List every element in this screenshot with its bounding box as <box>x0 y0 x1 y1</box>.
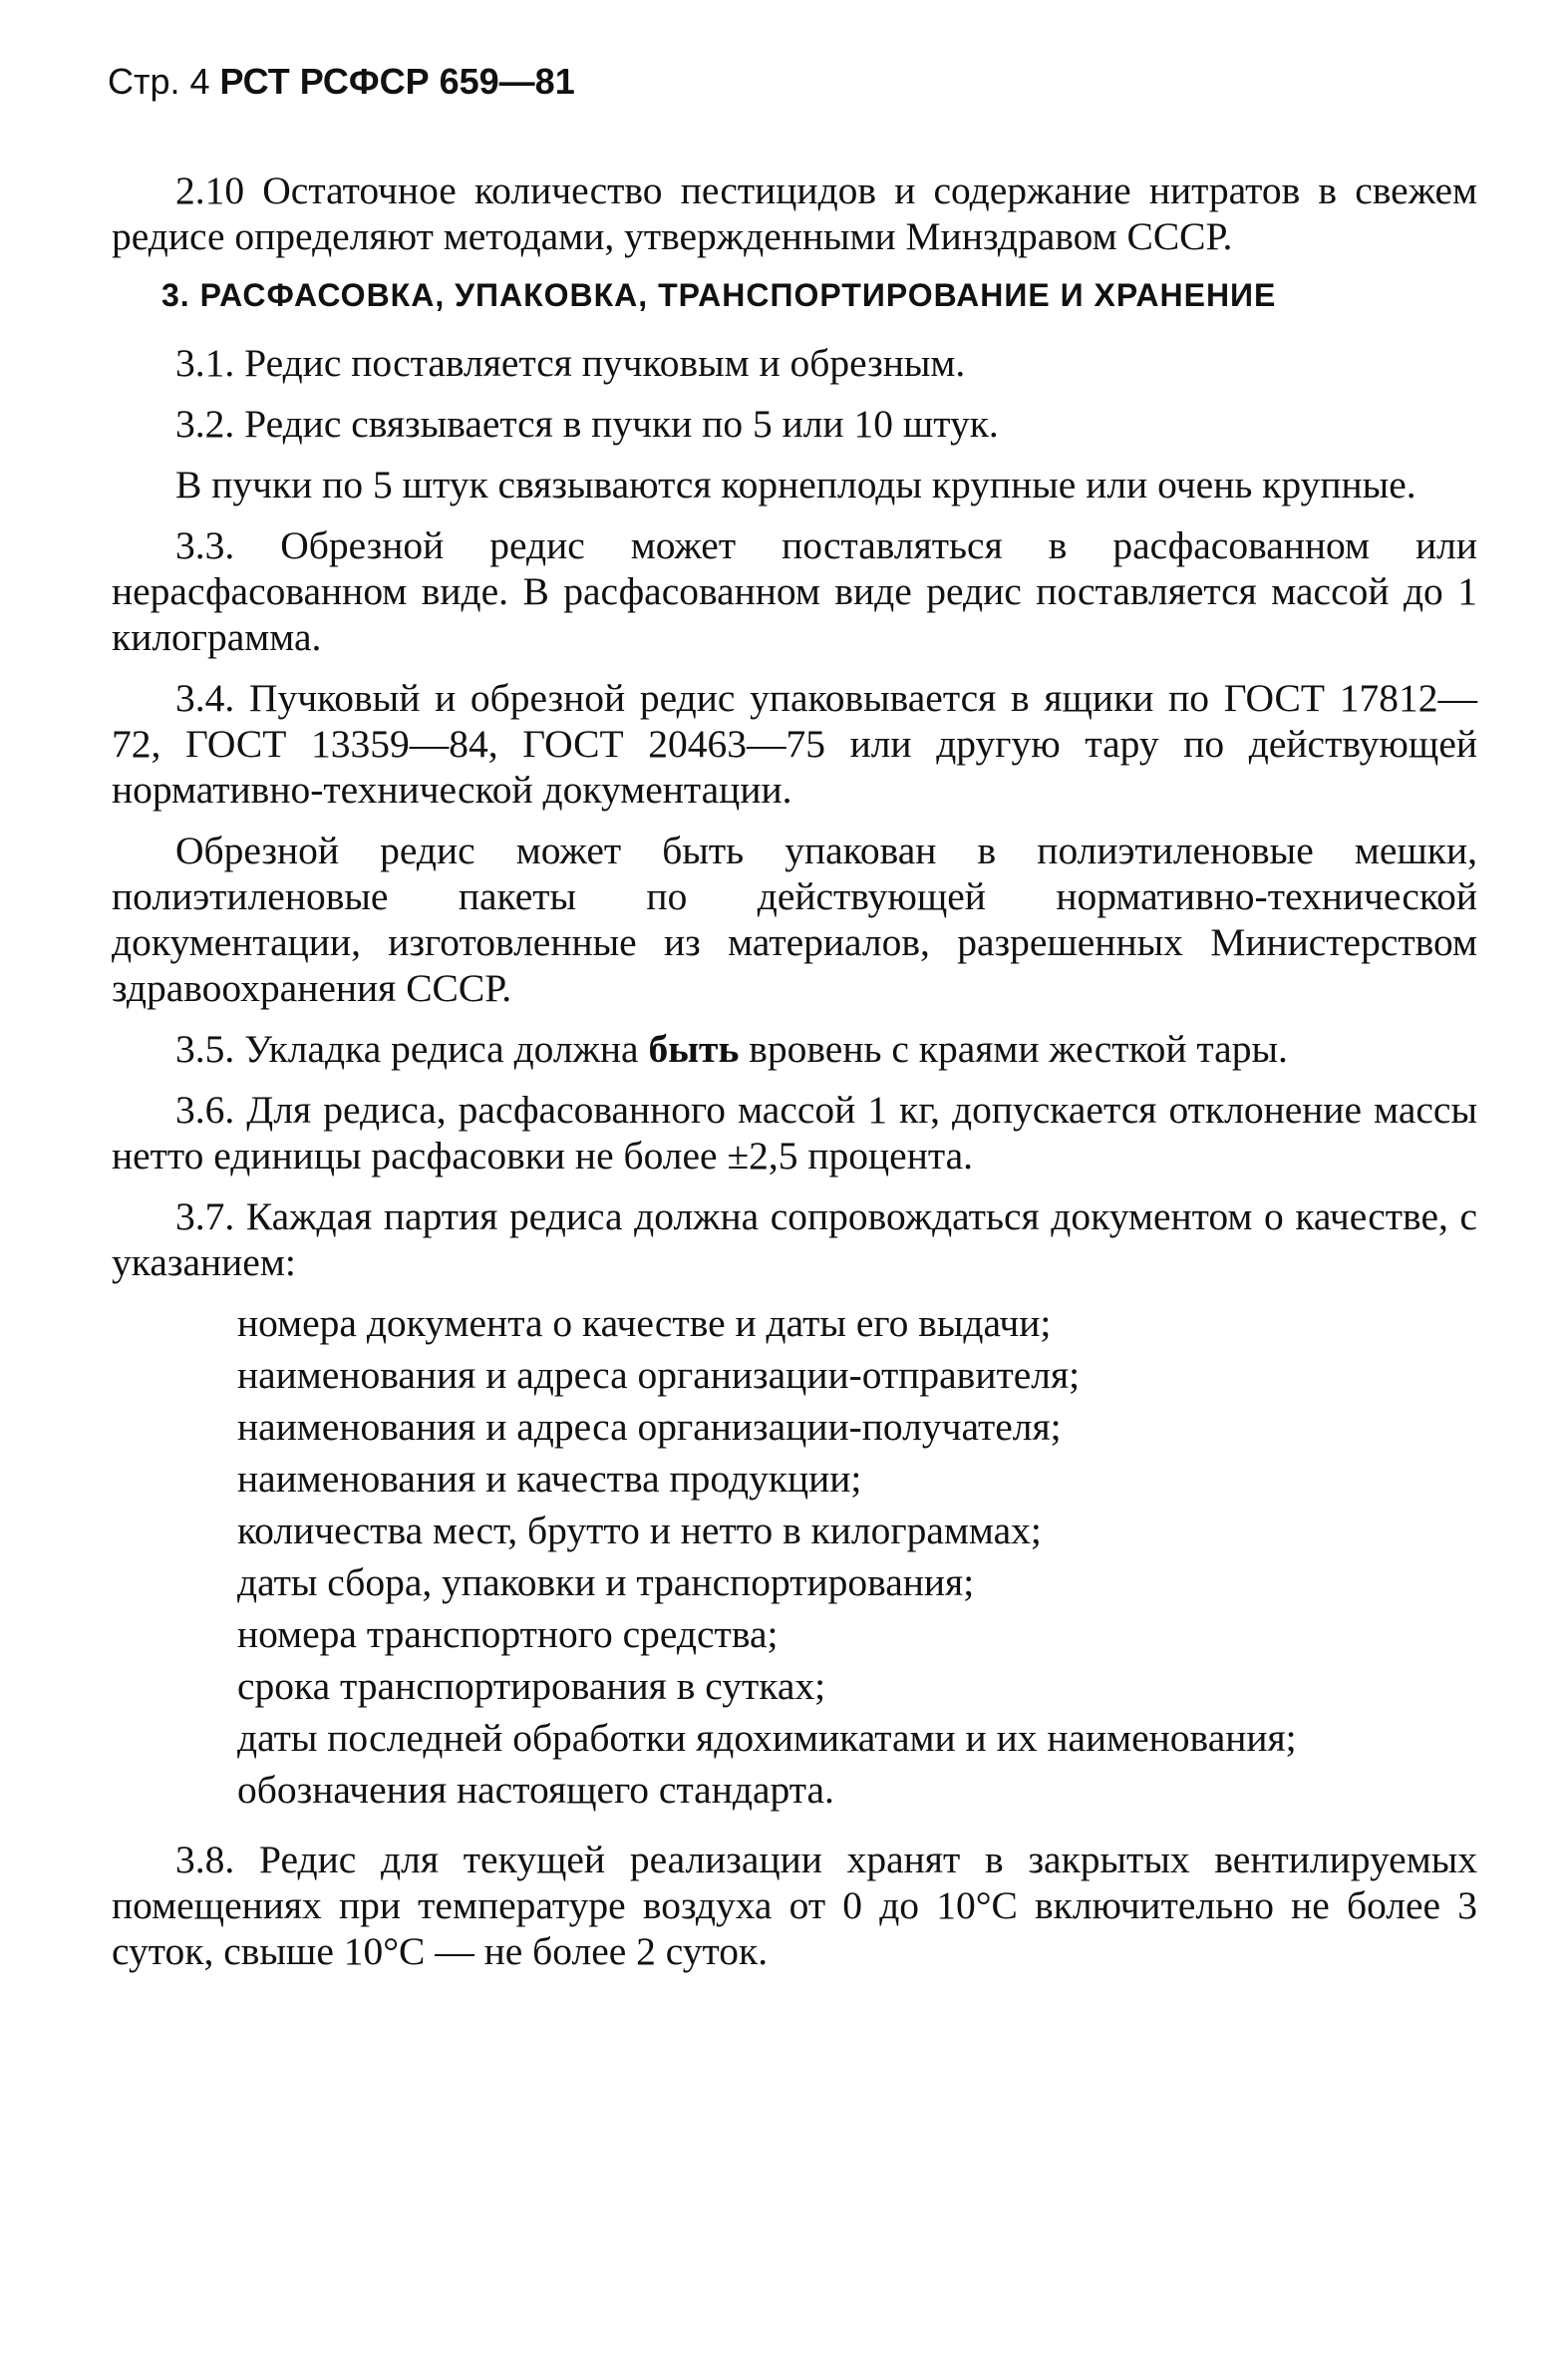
list-item: наименования и адреса организации-отправителя; <box>237 1353 1081 1397</box>
page-header <box>108 60 575 104</box>
paragraph-3-5-start: 3.5. Укладка редиса должна <box>175 1027 649 1071</box>
paragraph-2-10: 2.10 Остаточное количество пестицидов и содержание нитратов в свежем редисе определяют методами, утвержденными Минздравом СССР. <box>112 168 1477 258</box>
paragraph-3-4: 3.4. Пучковый и обрезной редис упаковывается в ящики по ГОСТ 17812—72, ГОСТ 13359—84, ГОСТ 20463—75 или другую тару по действующей нормативно-технической документации. <box>112 676 1477 812</box>
paragraph-3-7: 3.7. Каждая партия редиса должна сопровождаться документом о качестве, с указанием: <box>112 1194 1477 1284</box>
list-item: даты последней обработки ядохимикатами и их наименования; <box>237 1716 1297 1760</box>
list-item: даты сбора, упаковки и транспортирования; <box>237 1560 975 1604</box>
paragraph-3-3: 3.3. Обрезной редис может поставляться в расфасованном или нерасфасованном виде. В расфасованном виде редис поставляется массой до 1 килограмма. <box>112 523 1477 659</box>
paragraph-3-8: 3.8. Редис для текущей реализации хранят в закрытых вентилируемых помещениях при температуре воздуха от 0 до 10°С включительно не более 3 суток, свыше 10°С — не более 2 суток. <box>112 1838 1477 1973</box>
list-item: номера документа о качестве и даты его выдачи; <box>237 1301 1052 1345</box>
paragraph-3-5 <box>112 1026 1477 1072</box>
quality-document-list <box>112 1300 1477 1813</box>
section-3-title: 3. РАСФАСОВКА, УПАКОВКА, ТРАНСПОРТИРОВАНИЕ И ХРАНЕНИЕ <box>161 277 1277 313</box>
list-item: наименования и адреса организации-получателя; <box>237 1405 1062 1449</box>
paragraph-3-2: 3.2. Редис связывается в пучки по 5 или 10 штук. <box>175 402 999 446</box>
paragraph-3-2-bunches: В пучки по 5 штук связываются корнеплоды крупные или очень крупные. <box>175 463 1416 506</box>
list-item: наименования и качества продукции; <box>237 1457 862 1501</box>
list-item: обозначения настоящего стандарта. <box>237 1768 834 1812</box>
paragraph-3-1: 3.1. Редис поставляется пучковым и обрезным. <box>175 341 966 385</box>
paragraph-3-6: 3.6. Для редиса, расфасованного массой 1 кг, допускается отклонение массы нетто единицы расфасовки не более ±2,5 процента. <box>112 1088 1477 1178</box>
document-body <box>112 168 1477 1989</box>
paragraph-3-4-packaging: Обрезной редис может быть упакован в полиэтиленовые мешки, полиэтиленовые пакеты по действующей нормативно-технической документации, изготовленные из материалов, разрешенных Министерством здравоохранения СССР. <box>112 829 1477 1010</box>
paragraph-3-5-bold-word: быть <box>648 1027 740 1071</box>
list-item: номера транспортного средства; <box>237 1612 779 1656</box>
page-number: Стр. 4 <box>108 61 210 102</box>
list-item: количества мест, брутто и нетто в килограммах; <box>237 1509 1042 1552</box>
paragraph-3-5-end: вровень с краями жесткой тары. <box>739 1027 1288 1071</box>
list-item: срока транспортирования в сутках; <box>237 1664 826 1708</box>
standard-code: РСТ РСФСР 659—81 <box>219 61 575 102</box>
